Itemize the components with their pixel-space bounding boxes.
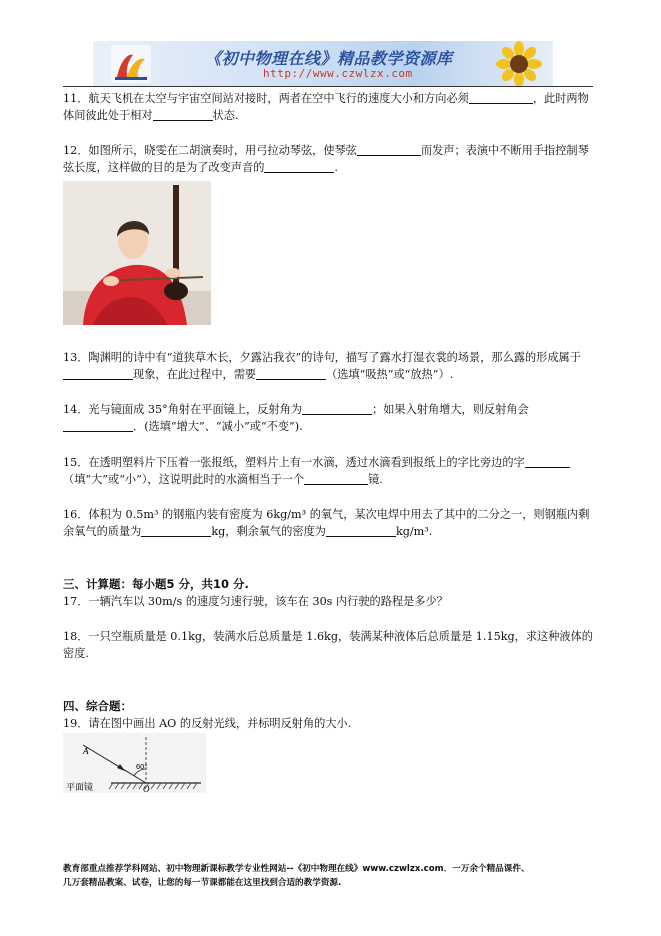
footer-line-2: 几万套精品教案、试卷，让您的每一节课都能在这里找到合适的教学资源. [63, 878, 342, 888]
answer-blank[interactable] [264, 160, 334, 173]
answer-blank[interactable] [302, 402, 372, 415]
site-url: http://www.czwlzx.com [263, 67, 413, 80]
answer-blank[interactable] [304, 472, 368, 485]
question-14: 14．光与镜面成 35°角射在平面镜上，反射角为 ；如果入射角增大，则反射角会．(选填“增大”、“减小”或“不变”). [63, 403, 529, 433]
point-o-label: O [143, 784, 150, 793]
question-18: 18．一只空瓶质量是 0.1kg，装满水后总质量是 1.6kg，装满某种液体后总质量是 1.15kg，求这种液体的密度. [63, 630, 593, 660]
answer-blank[interactable] [63, 367, 133, 380]
page-footer [63, 862, 593, 890]
answer-blank[interactable] [469, 91, 533, 104]
erhu-player-photo [63, 181, 211, 325]
question-12: 12．如图所示，晓雯在二胡演奏时，用弓拉动琴弦，使琴弦 而发声；表演中不断用手指控制琴弦长度，这样做的目的是为了改变声音的 . [63, 144, 589, 174]
answer-blank[interactable] [153, 108, 213, 121]
question-11: 11．航天飞机在太空与宇宙空间站对接时，两者在空中飞行的速度大小和方向必须 ，此时两物体间彼此处于相对 状态. [63, 92, 589, 122]
question-15: 15．在透明塑料片下压着一张报纸，塑料片上有一水滴，透过水滴看到报纸上的字比旁边的字（填“大”或“小”），这说明此时的水滴相当于一个 镜. [63, 454, 593, 488]
header-banner [93, 41, 553, 86]
point-a-label: A [83, 746, 89, 756]
mirror-label: 平面镜 [66, 782, 94, 792]
site-title: 《初中物理在线》精品教学资源库 [205, 49, 453, 68]
question-19: 19．请在图中画出 AO 的反射光线，并标明反射角的大小. [63, 717, 352, 730]
answer-blank[interactable] [256, 367, 326, 380]
question-13: 13．陶渊明的诗中有“道狭草木长，夕露沾我衣”的诗句，描写了露水打湿衣裳的场景，那么露的形成属于现象，在此过程中，需要 （选填“吸热”或“放热”）. [63, 351, 581, 381]
answer-blank[interactable] [357, 143, 421, 156]
section-3-heading: 三、计算题：每小题5 分，共10 分. [63, 577, 249, 591]
footer-line-1: 教育部重点推荐学科网站、初中物理新课标教学专业性网站--《初中物理在线》www.czwlzx.com．一万余个精品课件、 [63, 864, 530, 874]
question-16: 16．体积为 0.5m³ 的钢瓶内装有密度为 6kg/m³ 的氧气，某次电焊中用去了其中的二分之一，则钢瓶内剩余氧气的质量为 kg，剩余氧气的密度为 kg/m³. [63, 508, 590, 538]
reflection-diagram [63, 733, 206, 793]
section-4-heading: 四、综合题： [63, 699, 132, 713]
question-17: 17．一辆汽车以 30m/s 的速度匀速行驶，该车在 30s 内行驶的路程是多少？ [63, 595, 448, 608]
answer-blank[interactable] [63, 419, 133, 432]
answer-blank[interactable] [141, 524, 211, 537]
site-logo-icon [111, 45, 151, 83]
angle-label: 60° [136, 762, 148, 771]
answer-blank[interactable] [326, 524, 396, 537]
header-rule [63, 86, 593, 87]
sunflower-icon [491, 41, 547, 86]
answer-blank[interactable] [525, 455, 570, 468]
